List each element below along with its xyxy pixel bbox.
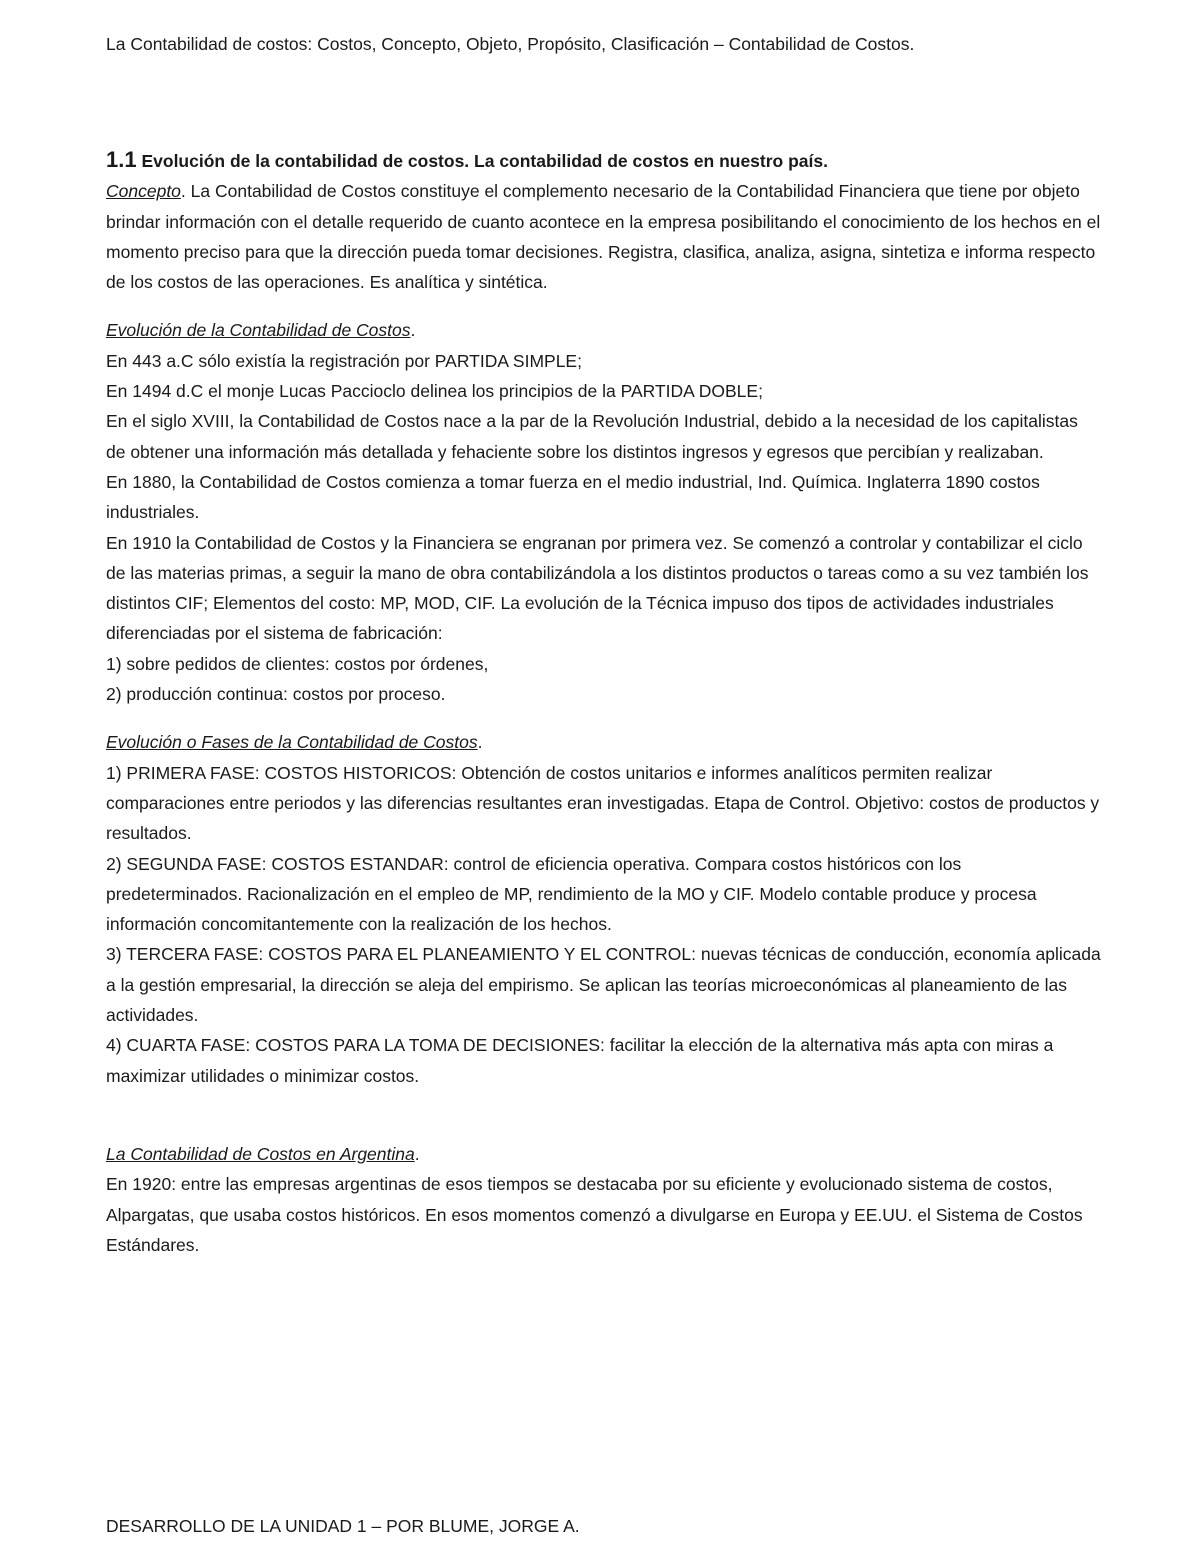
document-body [106, 145, 1101, 1260]
argentina-paragraph: En 1920: entre las empresas argentinas de esos tiempos se destacaba por su eficiente y evolucionado sistema de costos, Alpargatas, que usaba costos históricos. En esos momentos comenzó a divulgarse en Europa y EE.UU. el Sistema de Costos Estándares. [106, 1174, 1083, 1255]
concepto-text: . La Contabilidad de Costos constituye el complemento necesario de la Contabilidad Financiera que tiene por objeto brindar información con el detalle requerido de cuanto acontece en la empresa posibilitando el conocimiento de los hechos en el momento preciso para que la dirección pueda tomar decisiones. Registra, clasifica, analiza, asigna, sintetiza e informa respecto de los costos de las operaciones. Es analítica y sintética. [106, 181, 1101, 293]
fases-title: Evolución o Fases de la Contabilidad de Costos. [106, 732, 483, 753]
argentina-title: La Contabilidad de Costos en Argentina. [106, 1143, 420, 1164]
concepto-label: Concepto [106, 181, 181, 202]
section-heading [106, 145, 1101, 176]
page-header: La Contabilidad de costos: Costos, Concepto, Objeto, Propósito, Clasificación – Contabilidad de Costos. [106, 34, 915, 54]
page-footer: DESARROLLO DE LA UNIDAD 1 – POR BLUME, JORGE A. [106, 1516, 580, 1536]
evolucion-line: En 1910 la Contabilidad de Costos y la Financiera se engranan por primera vez. Se comenzó a controlar y contabilizar el ciclo de las materias primas, a seguir la mano de obra contabilizándola a los distintos productos o tareas como a su vez también los distintos CIF; Elementos del costo: MP, MOD, CIF. La evolución de la Técnica impuso dos tipos de actividades industriales diferenciadas por el sistema de fabricación: [106, 532, 1089, 644]
fase-item: 3) TERCERA FASE: COSTOS PARA EL PLANEAMIENTO Y EL CONTROL: nuevas técnicas de conducción, economía aplicada a la gestión empresarial, la dirección se aleja del empirismo. Se aplican las teorías microeconómicas al planeamiento de las actividades. [106, 944, 1101, 1026]
concepto-paragraph [106, 176, 1101, 297]
fase-item: 4) CUARTA FASE: COSTOS PARA LA TOMA DE DECISIONES: facilitar la elección de la alternativa más apta con miras a maximizar utilidades o minimizar costos. [106, 1035, 1054, 1086]
section-number: 1.1 [106, 147, 137, 172]
fase-item: 2) SEGUNDA FASE: COSTOS ESTANDAR: control de eficiencia operativa. Compara costos históricos con los predeterminados. Racionalización en el empleo de MP, rendimiento de la MO y CIF. Modelo contable produce y procesa información concomitantemente con la realización de los hechos. [106, 853, 1037, 935]
evolucion-line: En 1880, la Contabilidad de Costos comienza a tomar fuerza en el medio industrial, Ind. Química. Inglaterra 1890 costos industriales. [106, 471, 1040, 523]
fase-item: 1) PRIMERA FASE: COSTOS HISTORICOS: Obtención de costos unitarios e informes analíticos permiten realizar comparaciones entre periodos y las diferencias resultantes eran investigadas. Etapa de Control. Objetivo: costos de productos y resultados. [106, 762, 1100, 844]
evolucion-line: 2) producción continua: costos por proceso. [106, 684, 446, 705]
evolucion-line: En el siglo XVIII, la Contabilidad de Costos nace a la par de la Revolución Industrial, debido a la necesidad de los capitalistas de obtener una información más detallada y fehaciente sobre los distintos ingresos y egresos que percibían y realizaban. [106, 411, 1078, 462]
evolucion-line: En 443 a.C sólo existía la registración por PARTIDA SIMPLE; [106, 350, 582, 371]
evolucion-title: Evolución de la Contabilidad de Costos. [106, 320, 416, 341]
evolucion-line: 1) sobre pedidos de clientes: costos por órdenes, [106, 653, 489, 674]
section-heading-text: Evolución de la contabilidad de costos. La contabilidad de costos en nuestro país. [141, 151, 828, 171]
evolucion-line: En 1494 d.C el monje Lucas Paccioclo delinea los principios de la PARTIDA DOBLE; [106, 381, 763, 402]
